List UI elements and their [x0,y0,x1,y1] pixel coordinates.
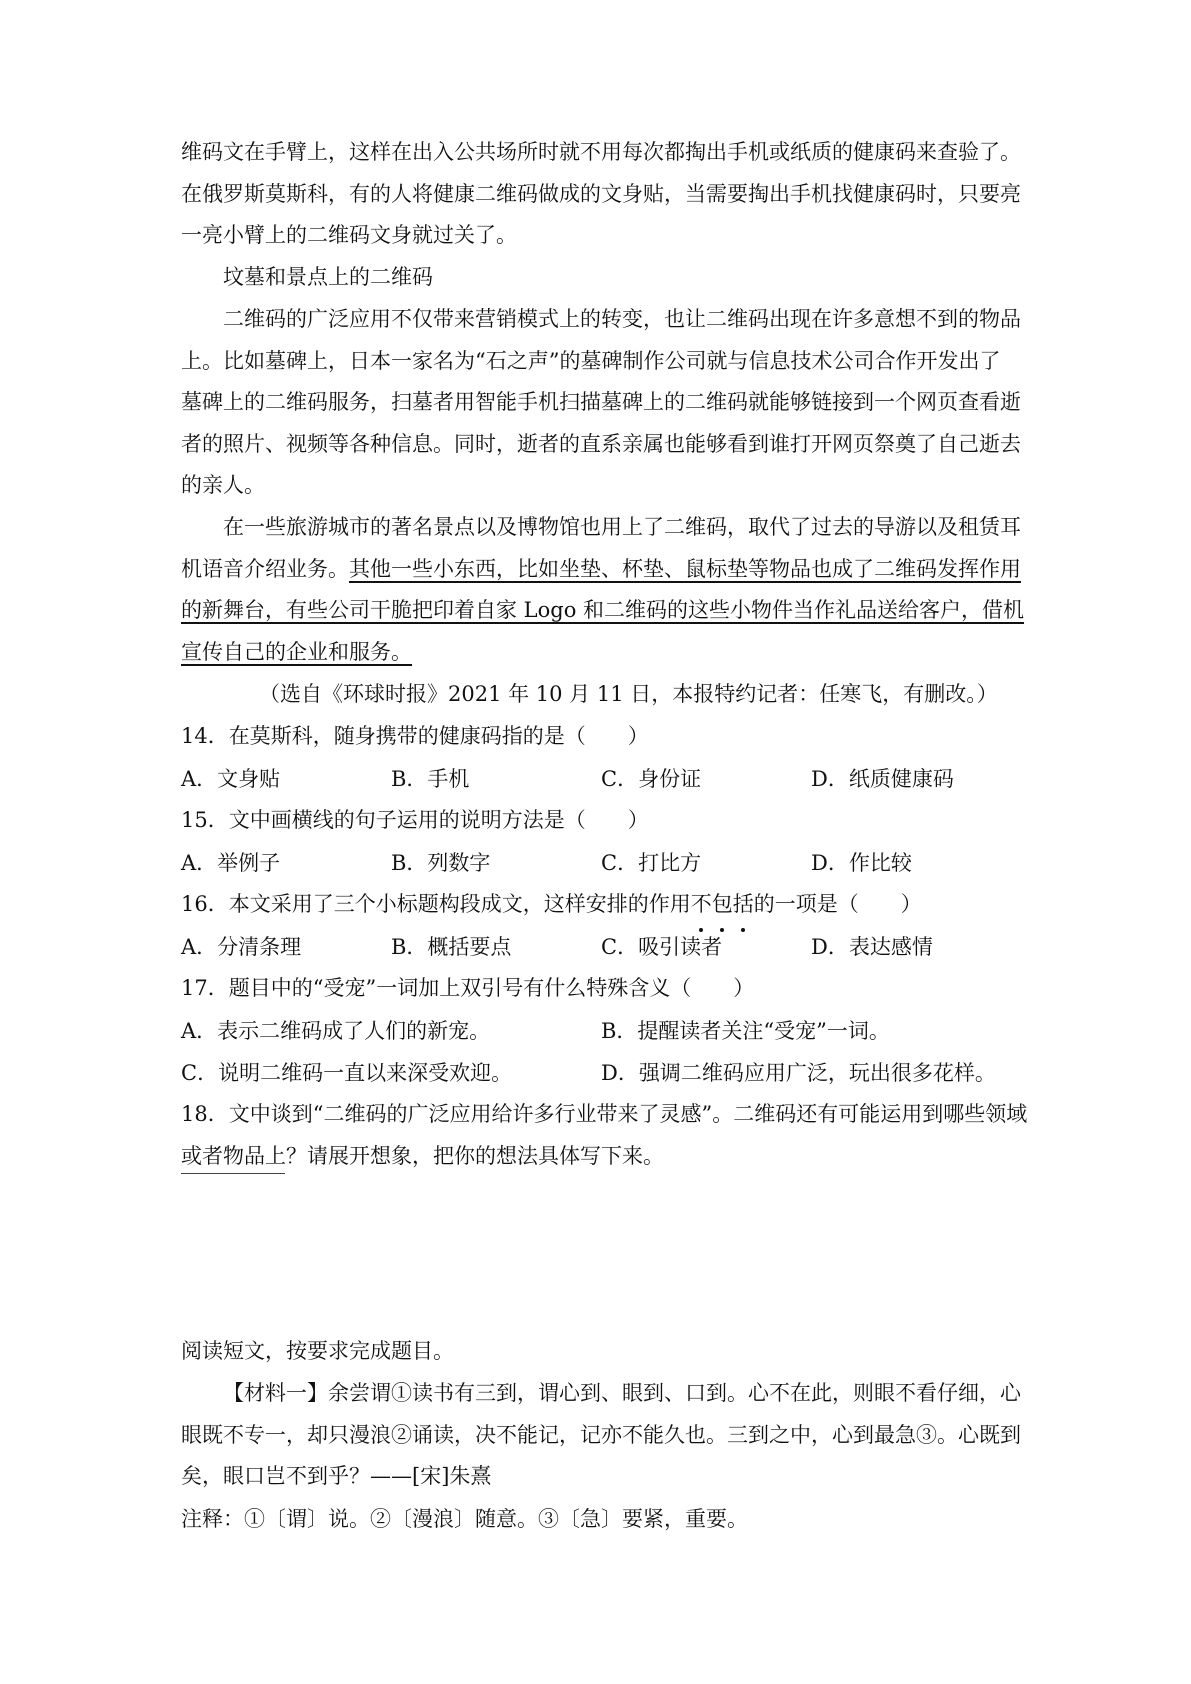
source-text: （选自《环球时报》2021 年 10 月 11 日，本报特约记者：任寒飞，有删改。） [259,682,998,706]
option-b[interactable]: B．概括要点 [391,935,512,959]
question-14 [181,716,1021,758]
question-17-options-row-2 [181,1052,1021,1094]
passage-source [259,674,1039,716]
question-18 [181,1094,1028,1177]
text-line: 【材料一】余尝谓①读书有三到，谓心到、眼到、口到。心不在此，则眼不看仔细，心 [223,1381,1021,1405]
text-line: 上。比如墓碑上，日本一家名为“石之声”的墓碑制作公司就与信息技术公司合作开发出了 [181,348,1001,373]
option-a[interactable]: A．举例子 [181,851,281,875]
reading-instruction [181,1331,1021,1373]
option-a[interactable]: A．分清条理 [181,935,302,959]
option-a[interactable]: A．文身贴 [181,767,281,791]
stem-text: 的一项是（ ） [753,892,922,916]
question-stem: 14．在莫斯科，随身携带的健康码指的是（ ） [181,724,649,748]
underlined-sentence: 的新舞台，有些公司干脆把印着自家 Logo 和二维码的这些小物件当作礼品送给客户，借机 [181,598,1025,623]
text-line: 矣，眼口岂不到乎？——[宋]朱熹 [181,1464,492,1489]
option-d[interactable]: D．表达感情 [811,935,933,959]
option-c[interactable]: C．打比方 [601,851,702,875]
option-a[interactable]: A．表示二维码成了人们的新宠。 [181,1019,491,1043]
instruction-text: 阅读短文，按要求完成题目。 [181,1339,454,1363]
underlined-sentence: 宣传自己的企业和服务。 [181,639,412,664]
question-15-options [181,842,1021,884]
question-16 [181,884,1021,926]
text-line [181,632,1021,674]
notes-text: 注释：①〔谓〕说。②〔漫浪〕随意。③〔急〕要紧，重要。 [181,1507,748,1531]
option-d[interactable]: D．作比较 [811,851,912,875]
emphasis-char: 不 [691,884,712,926]
question-stem: 15．文中画横线的句子运用的说明方法是（ ） [181,808,649,832]
text-line: 维码文在手臂上，这样在出入公共场所时就不用每次都掏出手机或纸质的健康码来查验了。 [181,140,1021,164]
question-stem: 18．文中谈到“二维码的广泛应用给许多行业带来了灵感”。二维码还有可能运用到哪些领域 [181,1102,1028,1126]
section-subtitle [181,257,1021,299]
option-b[interactable]: B．列数字 [391,851,491,875]
answer-blank-line[interactable] [181,1173,285,1174]
question-16-options [181,926,1021,968]
text-line: 眼既不专一，却只漫浪②诵读，决不能记，记亦不能久也。三到之中，心到最急③。心既到 [181,1422,1021,1447]
text-line: 者的照片、视频等各种信息。同时，逝者的直系亲属也能够看到谁打开网页祭奠了自己逝去 [181,431,1021,456]
question-stem [181,884,1021,926]
emphasis-char: 括 [733,884,754,926]
option-d[interactable]: D．纸质健康码 [811,767,954,791]
stem-text: 16．本文采用了三个小标题构段成文，这样安排的作用 [181,892,691,916]
text-line: 的亲人。 [181,473,265,498]
text-line: 在一些旅游城市的著名景点以及博物馆也用上了二维码，取代了过去的导游以及租赁耳 [223,515,1021,539]
passage-paragraph-2 [181,299,1021,507]
question-15 [181,800,1021,842]
subtitle-text: 坟墓和景点上的二维码 [223,265,433,289]
option-c[interactable]: C．吸引读者 [601,935,723,959]
question-stem: 或者物品上？请展开想象，把你的想法具体写下来。 [181,1143,664,1168]
passage-paragraph-3 [181,507,1025,673]
text-line [181,590,1025,632]
text-line: 墓碑上的二维码服务，扫墓者用智能手机扫描墓碑上的二维码就能够链接到一个网页查看逝 [181,390,1021,415]
option-c[interactable]: C．身份证 [601,767,702,791]
question-17-options-row-1 [181,1010,1021,1052]
text-line [181,549,1021,591]
option-c[interactable]: C．说明二维码一直以来深受欢迎。 [181,1061,513,1085]
text-line: 一亮小臂上的二维码文身就过关了。 [181,223,517,248]
annotation-notes [181,1499,1021,1541]
text-line: 在俄罗斯莫斯科，有的人将健康二维码做成的文身贴，当需要掏出手机找健康码时，只要亮 [181,181,1021,206]
option-b[interactable]: B．提醒读者关注“受宠”一词。 [601,1019,890,1043]
question-14-options [181,758,1021,800]
question-stem: 17．题目中的“受宠”一词加上双引号有什么特殊含义（ ） [181,976,755,1000]
question-17 [181,968,1021,1010]
option-d[interactable]: D．强调二维码应用广泛，玩出很多花样。 [601,1061,996,1085]
material-one [181,1373,1021,1498]
underlined-sentence: 其他一些小东西，比如坐垫、杯垫、鼠标垫等物品也成了二维码发挥作用 [349,556,1021,581]
option-b[interactable]: B．手机 [391,767,470,791]
passage-paragraph-1 [181,132,1021,257]
text-line: 二维码的广泛应用不仅带来营销模式上的转变，也让二维码出现在许多意想不到的物品 [223,307,1021,331]
emphasis-char: 包 [712,884,733,926]
plain-text: 机语音介绍业务。 [181,556,349,581]
